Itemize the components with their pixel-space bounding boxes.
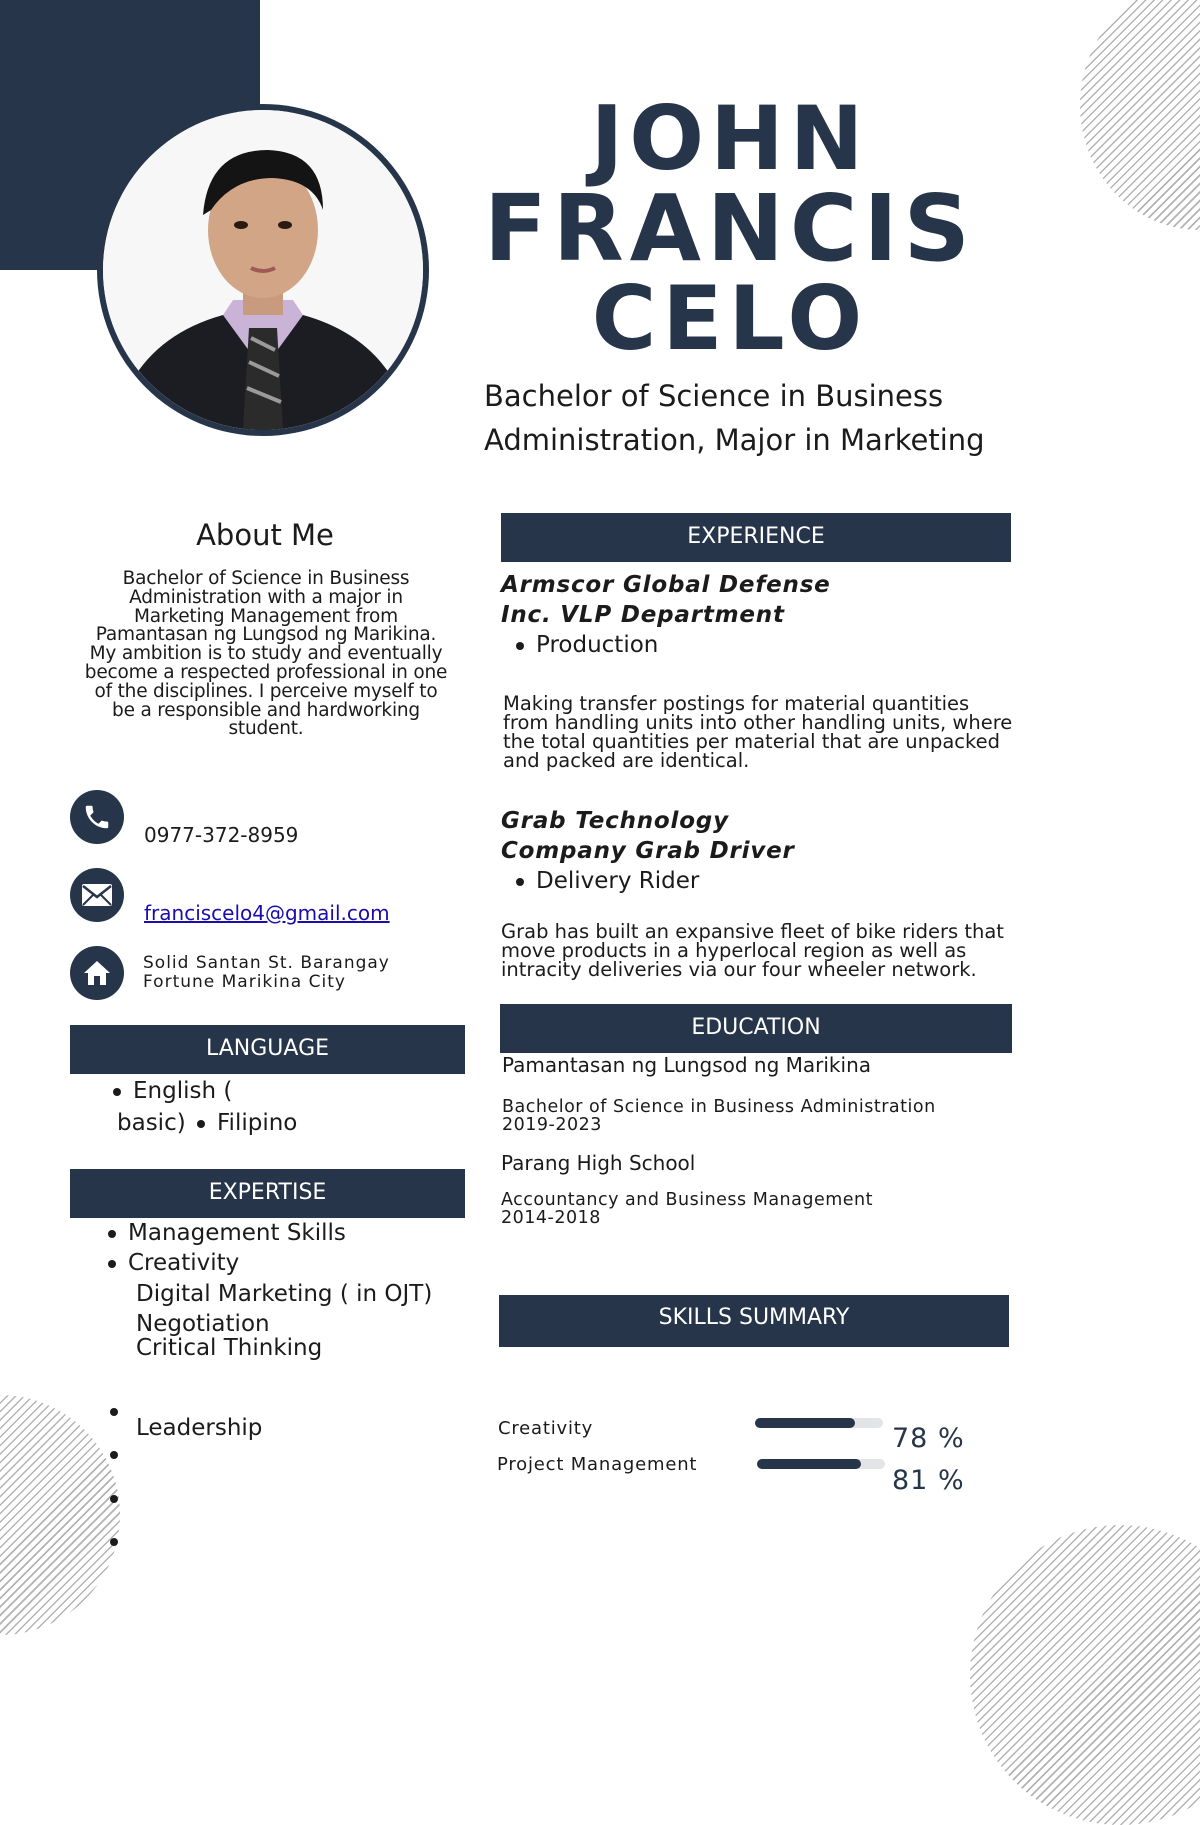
degree-line-2: Administration, Major in Marketing — [484, 423, 985, 457]
edu-program: Bachelor of Science in Business Administration — [502, 1097, 936, 1117]
language-filipino: Filipino — [217, 1110, 298, 1136]
about-title: About Me — [196, 518, 334, 552]
edu-school: Pamantasan ng Lungsod ng Marikina — [502, 1053, 872, 1077]
skill-label: Project Management — [497, 1454, 698, 1475]
education-header: EDUCATION — [500, 1004, 1012, 1053]
expertise-item: Critical Thinking — [136, 1335, 323, 1361]
expertise-item: Digital Marketing ( in OJT) — [136, 1281, 433, 1307]
role-label: Production — [536, 632, 659, 658]
bullet — [110, 1408, 118, 1416]
job-role — [516, 632, 658, 658]
skill-percent: 78 % — [892, 1423, 965, 1454]
expertise-item — [108, 1220, 346, 1246]
about-line: Pamantasan ng Lungsod ng Marikina. — [95, 624, 437, 646]
edu-program: Accountancy and Business Management — [501, 1190, 874, 1210]
bullet — [197, 1120, 205, 1128]
language-line-1 — [113, 1078, 232, 1104]
expertise-item: Leadership — [136, 1415, 263, 1441]
language-english-level: basic) — [117, 1110, 186, 1136]
about-line: of the disciplines. I perceive myself to — [94, 680, 438, 702]
about-line: My ambition is to study and eventually — [89, 643, 443, 665]
degree-line-1: Bachelor of Science in Business — [484, 379, 944, 413]
home-icon — [70, 946, 124, 1000]
skill-bar-fill — [757, 1459, 861, 1469]
bullet — [516, 642, 524, 650]
bullet — [516, 878, 524, 886]
edu-detail — [501, 1191, 873, 1227]
skill-bar — [757, 1459, 885, 1469]
about-text — [62, 570, 470, 739]
desc-line: move products in a hyperlocal region as well as — [501, 939, 967, 962]
job-company — [501, 570, 831, 630]
degree-subtitle — [484, 374, 985, 462]
desc-line: the total quantities per material that are unpacked — [503, 730, 1000, 753]
skill-bar-fill — [755, 1418, 855, 1428]
bullet — [113, 1088, 121, 1096]
job-description — [501, 922, 1004, 979]
skills-header: SKILLS SUMMARY — [499, 1295, 1009, 1347]
about-line: be a responsible and hardworking — [112, 699, 420, 721]
name-line-1: JOHN — [590, 87, 870, 190]
phone-icon — [70, 790, 124, 844]
expertise-item: Negotiation — [136, 1311, 270, 1337]
name-line-2: FRANCIS — [484, 175, 976, 282]
company-line: Grab Technology — [501, 808, 729, 834]
skill-label: Creativity — [498, 1418, 594, 1439]
about-line: Administration with a major in — [129, 586, 403, 608]
expertise-item — [108, 1250, 239, 1276]
job-company — [501, 806, 795, 866]
skill-percent: 81 % — [892, 1465, 965, 1496]
language-line-2 — [117, 1110, 297, 1136]
edu-detail — [502, 1098, 936, 1134]
edu-years: 2019-2023 — [502, 1115, 602, 1135]
role-label: Delivery Rider — [536, 868, 700, 894]
job-role — [516, 868, 699, 894]
address-line-1: Solid Santan St. Barangay — [143, 953, 390, 973]
bullet — [108, 1260, 116, 1268]
about-line: student. — [228, 718, 304, 740]
desc-line: from handling units into other handling units, where — [503, 711, 1013, 734]
language-english: English ( — [133, 1078, 233, 1104]
job-description — [503, 694, 1012, 770]
company-line: Armscor Global Defense — [501, 572, 831, 598]
company-line: Inc. VLP Department — [501, 602, 785, 628]
desc-line: intracity deliveries via our four wheeler network. — [501, 958, 977, 981]
person-illustration — [103, 110, 423, 430]
phone-number: 0977-372-8959 — [144, 823, 299, 847]
bullet — [110, 1538, 118, 1546]
bullet — [110, 1495, 118, 1503]
bullet — [108, 1230, 116, 1238]
skill-bar — [755, 1418, 883, 1428]
name-line-3: CELO — [591, 267, 869, 370]
hatch-circle-bottom-left — [0, 1395, 120, 1635]
expertise-label: Management Skills — [128, 1220, 346, 1246]
edu-school: Parang High School — [501, 1151, 696, 1175]
desc-line: Making transfer postings for material quantities — [503, 692, 970, 715]
about-line: Bachelor of Science in Business — [122, 568, 410, 589]
address — [143, 954, 390, 992]
edu-years: 2014-2018 — [501, 1208, 601, 1228]
hatch-circle-bottom-right — [970, 1525, 1200, 1825]
desc-line: and packed are identical. — [503, 749, 750, 772]
expertise-label: Creativity — [128, 1250, 240, 1276]
mail-icon — [70, 868, 124, 922]
company-line: Company Grab Driver — [501, 838, 795, 864]
experience-header: EXPERIENCE — [501, 513, 1011, 562]
hatch-circle-top-right — [1080, 0, 1200, 230]
language-header: LANGUAGE — [70, 1025, 465, 1074]
bullet — [110, 1451, 118, 1459]
address-line-2: Fortune Marikina City — [143, 972, 346, 992]
email-link[interactable]: franciscelo4@gmail.com — [144, 901, 390, 925]
desc-line: Grab has built an expansive fleet of bike riders that — [501, 920, 1004, 943]
about-line: become a respected professional in one — [84, 661, 448, 683]
about-line: Marketing Management from — [134, 605, 398, 627]
expertise-header: EXPERTISE — [70, 1169, 465, 1218]
avatar — [103, 110, 423, 430]
